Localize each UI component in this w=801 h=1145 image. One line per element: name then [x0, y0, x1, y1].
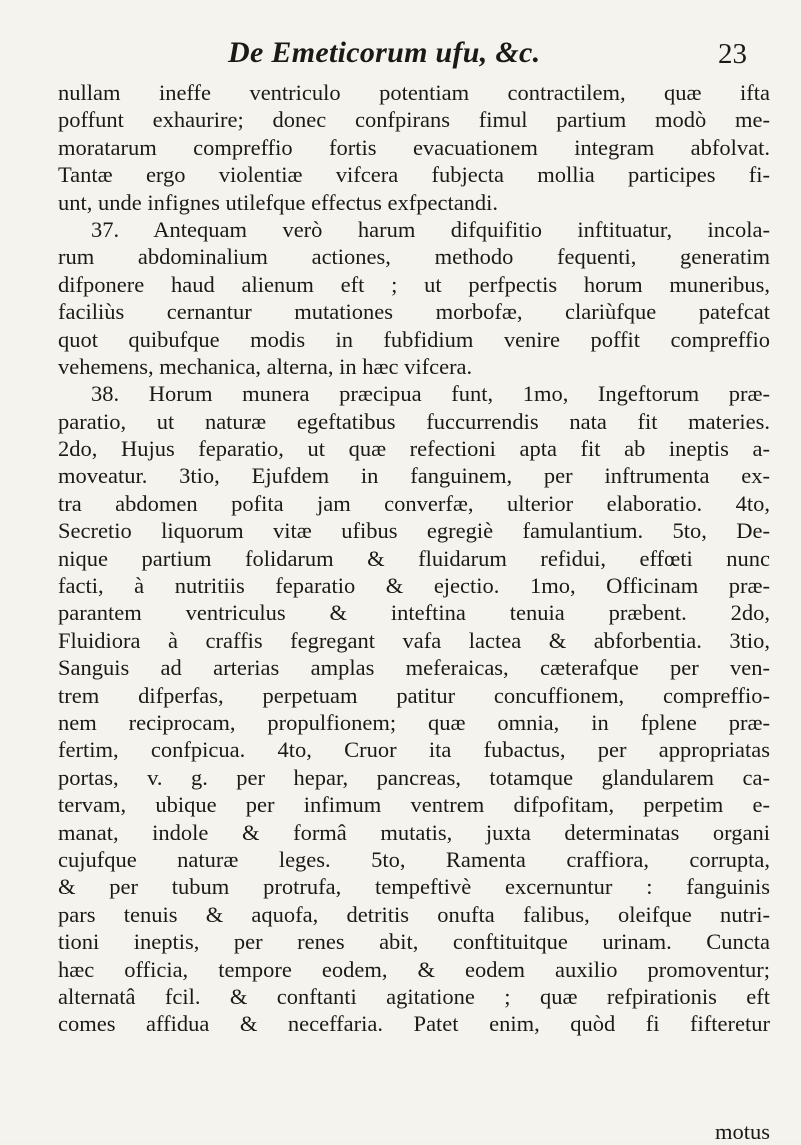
text-line: poffunt exhaurire; donec confpirans fimul partium modò me- — [58, 107, 770, 133]
text-line: trem difperfas, perpetuam patitur concuffionem, compreffio- — [58, 682, 770, 708]
text-line: 2do, Hujus feparatio, ut quæ refectioni apta fit ab ineptis a- — [58, 436, 770, 462]
text-line: tioni ineptis, per renes abit, conftituitque urinam. Cuncta — [58, 929, 770, 955]
text-line: manat, indole & formâ mutatis, juxta determinatas organi — [58, 819, 770, 845]
text-line: nique partium folidarum & fluidarum refidui, effœti nunc — [58, 545, 770, 571]
text-line: alternatâ fcil. & conftanti agitatione ; quæ refpirationis eft — [58, 983, 770, 1009]
text-line: Sanguis ad arterias amplas meferaicas, cæterafque per ven- — [58, 655, 770, 681]
text-line: Tantæ ergo violentiæ vifcera fubjecta mollia participes fi- — [58, 162, 770, 188]
paragraph-38-start: 38. Horum munera præcipua funt, 1mo, Ingeftorum præ- — [91, 381, 770, 407]
body-text — [58, 79, 770, 1038]
text-line: comes affidua & neceffaria. Patet enim, quòd fi fifteretur — [58, 1011, 770, 1037]
text-line: moveatur. 3tio, Ejufdem in fanguinem, per inftrumenta ex- — [58, 463, 770, 489]
catchword: motus — [715, 1119, 771, 1144]
text-line: & per tubum protrufa, tempeftivè excernuntur : fanguinis — [58, 874, 770, 900]
text-line: hæc officia, tempore eodem, & eodem auxilio promoventur; — [58, 956, 770, 982]
text-line: Secretio liquorum vitæ ufibus egregiè famulantium. 5to, De- — [58, 518, 770, 544]
text-line: vehemens, mechanica, alterna, in hæc vifcera. — [58, 353, 473, 379]
text-line: Fluidiora à craffis fegregant vafa lactea & abforbentia. 3tio, — [58, 627, 770, 653]
text-line: paratio, ut naturæ egeftatibus fuccurrendis nata fit materies. — [58, 408, 770, 434]
text-line: rum abdominalium actiones, methodo fequenti, generatim — [58, 244, 770, 270]
text-line: parantem ventriculus & inteftina tenuia præbent. 2do, — [58, 600, 770, 626]
running-head — [0, 36, 801, 72]
text-line: difponere haud alienum eft ; ut perfpectis horum muneribus, — [58, 271, 770, 297]
text-line: nem reciprocam, propulfionem; quæ omnia, in fplene præ- — [58, 709, 770, 735]
text-line: cujufque naturæ leges. 5to, Ramenta craffiora, corrupta, — [58, 846, 770, 872]
text-line: faciliùs cernantur mutationes morbofæ, clariùfque patefcat — [58, 299, 770, 325]
text-line: quot quibufque modis in fubfidium venire poffit compreffio — [58, 326, 770, 352]
page-title: De Emeticorum ufu, &c. — [228, 36, 541, 69]
text-line: tervam, ubique per infimum ventrem difpofitam, perpetim e- — [58, 792, 770, 818]
text-line: unt, unde infignes utilefque effectus exfpectandi. — [58, 189, 499, 215]
text-line: portas, v. g. per hepar, pancreas, totamque glandularem ca- — [58, 764, 770, 790]
text-line: moratarum compreffio fortis evacuationem integram abfolvat. — [58, 134, 770, 160]
text-line: facti, à nutritiis feparatio & ejectio. 1mo, Officinam præ- — [58, 573, 770, 599]
text-line: pars tenuis & aquofa, detritis onufta falibus, oleifque nutri- — [58, 901, 770, 927]
text-line: nullam ineffe ventriculo potentiam contractilem, quæ ifta — [58, 80, 770, 105]
paragraph-37-start: 37. Antequam verò harum difquifitio inftituatur, incola- — [91, 216, 770, 242]
page-number: 23 — [718, 38, 747, 70]
text-line: tra abdomen pofita jam converfæ, ulterior elaboratio. 4to, — [58, 490, 770, 516]
text-line: fertim, confpicua. 4to, Cruor ita fubactus, per appropriatas — [58, 737, 770, 763]
